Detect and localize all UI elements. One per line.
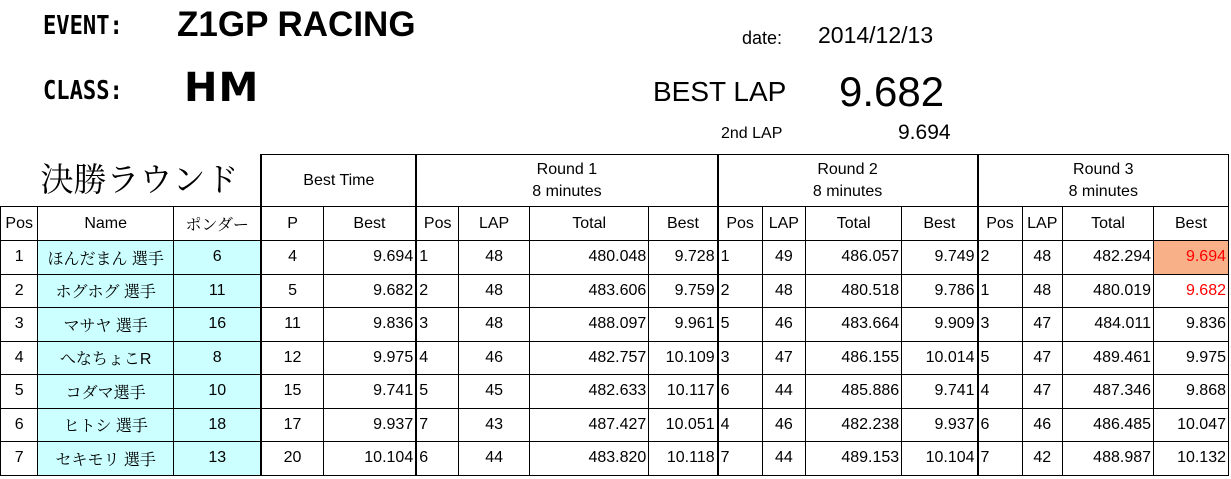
row-r1-best: 10.051: [649, 408, 718, 442]
row-r2-total: 486.057: [806, 241, 902, 275]
row-r2-best: 10.014: [902, 341, 978, 375]
row-r2-total: 485.886: [806, 375, 902, 409]
row-r2-pos: 5: [718, 308, 763, 342]
row-r2-lap: 49: [762, 241, 805, 275]
row-r2-total: 482.238: [806, 408, 902, 442]
row-r1-total: 483.606: [529, 274, 648, 308]
row-r3-best: 10.132: [1154, 442, 1229, 476]
row-p: 5: [261, 274, 323, 308]
results-body: [1, 241, 1229, 476]
round-2-duration: 8 minutes: [812, 182, 883, 200]
col-r1-pos: Pos: [416, 207, 458, 241]
row-r2-lap: 46: [762, 408, 805, 442]
row-pos: 4: [1, 341, 38, 375]
results-table: [0, 154, 1229, 476]
row-r1-lap: 46: [459, 341, 530, 375]
col-transponder: ポンダー: [173, 207, 261, 241]
round-1-header: [416, 155, 717, 207]
row-r2-lap: 44: [762, 442, 805, 476]
row-r1-pos: 5: [416, 375, 458, 409]
row-r3-pos: 1: [978, 274, 1023, 308]
row-r3-total: 484.011: [1062, 308, 1153, 342]
row-pos: 1: [1, 241, 38, 275]
row-r1-total: 483.820: [529, 442, 648, 476]
row-p: 17: [261, 408, 323, 442]
row-r2-best: 9.909: [902, 308, 978, 342]
row-name: ホグホグ 選手: [38, 274, 174, 308]
row-r3-total: 482.294: [1062, 241, 1153, 275]
row-r3-best: 9.682: [1154, 274, 1229, 308]
date-value: 2014/12/13: [818, 22, 934, 48]
row-r3-lap: 47: [1022, 308, 1062, 342]
row-best: 10.104: [323, 442, 416, 476]
row-r1-best: 9.961: [649, 308, 718, 342]
row-r2-pos: 1: [718, 241, 763, 275]
row-r3-pos: 2: [978, 241, 1023, 275]
col-r3-lap: LAP: [1022, 207, 1062, 241]
row-r3-lap: 47: [1022, 341, 1062, 375]
row-r2-total: 483.664: [806, 308, 902, 342]
best-lap-value: 9.682: [839, 68, 945, 115]
row-r3-total: 486.485: [1062, 408, 1153, 442]
row-r3-lap: 48: [1022, 241, 1062, 275]
col-r1-lap: LAP: [459, 207, 530, 241]
row-r2-pos: 3: [718, 341, 763, 375]
row-r3-best: 9.975: [1154, 341, 1229, 375]
row-r3-total: 489.461: [1062, 341, 1153, 375]
row-r3-best: 10.047: [1154, 408, 1229, 442]
row-r2-total: 489.153: [806, 442, 902, 476]
row-r1-best: 10.117: [649, 375, 718, 409]
row-r3-pos: 3: [978, 308, 1023, 342]
row-r1-total: 487.427: [529, 408, 648, 442]
round-2-name: Round 2: [817, 160, 878, 178]
row-r3-lap: 46: [1022, 408, 1062, 442]
table-row: [1, 274, 1229, 308]
event-name: Z1GP RACING: [177, 5, 416, 44]
row-r3-total: 487.346: [1062, 375, 1153, 409]
row-p: 4: [261, 241, 323, 275]
row-p: 11: [261, 308, 323, 342]
round-2-header: [718, 155, 978, 207]
row-best: 9.937: [323, 408, 416, 442]
row-pos: 5: [1, 375, 38, 409]
row-r2-total: 480.518: [806, 274, 902, 308]
row-r1-total: 482.633: [529, 375, 648, 409]
col-p: P: [261, 207, 323, 241]
row-r2-best: 9.937: [902, 408, 978, 442]
table-row: [1, 341, 1229, 375]
column-header-row: [1, 207, 1229, 241]
col-r3-pos: Pos: [978, 207, 1023, 241]
row-name: マサヤ 選手: [38, 308, 174, 342]
table-row: [1, 408, 1229, 442]
row-r2-lap: 46: [762, 308, 805, 342]
date-label: date:: [742, 28, 783, 48]
round-1-duration: 8 minutes: [532, 182, 602, 200]
row-pos: 3: [1, 308, 38, 342]
row-best: 9.975: [323, 341, 416, 375]
row-r1-lap: 48: [459, 308, 530, 342]
row-transponder: 8: [173, 341, 261, 375]
round-3-header: [978, 155, 1229, 207]
row-r1-pos: 6: [416, 442, 458, 476]
row-r1-pos: 7: [416, 408, 458, 442]
row-name: コダマ選手: [38, 375, 174, 409]
row-transponder: 18: [173, 408, 261, 442]
row-r3-best: 9.868: [1154, 375, 1229, 409]
row-r1-total: 488.097: [529, 308, 648, 342]
row-best: 9.682: [323, 274, 416, 308]
class-name: HM: [184, 65, 260, 111]
row-r3-best: 9.694: [1154, 241, 1229, 275]
row-transponder: 13: [173, 442, 261, 476]
row-r3-lap: 47: [1022, 375, 1062, 409]
row-r2-pos: 4: [718, 408, 763, 442]
row-r1-lap: 48: [459, 241, 530, 275]
row-r2-total: 486.155: [806, 341, 902, 375]
best-lap-label: BEST LAP: [653, 76, 787, 107]
row-pos: 2: [1, 274, 38, 308]
row-r2-pos: 2: [718, 274, 763, 308]
col-r1-best: Best: [649, 207, 718, 241]
row-transponder: 11: [173, 274, 261, 308]
row-pos: 6: [1, 408, 38, 442]
row-name: へなちょこR: [38, 341, 174, 375]
row-p: 12: [261, 341, 323, 375]
row-r3-pos: 6: [978, 408, 1023, 442]
col-r1-total: Total: [529, 207, 648, 241]
row-name: ほんだまん 選手: [38, 241, 174, 275]
row-r3-pos: 5: [978, 341, 1023, 375]
col-r2-best: Best: [902, 207, 978, 241]
col-r2-lap: LAP: [762, 207, 805, 241]
row-r2-lap: 44: [762, 375, 805, 409]
col-r2-pos: Pos: [718, 207, 763, 241]
row-r2-best: 9.786: [902, 274, 978, 308]
row-r3-lap: 48: [1022, 274, 1062, 308]
row-name: ヒトシ 選手: [38, 408, 174, 442]
row-r3-pos: 4: [978, 375, 1023, 409]
table-row: [1, 375, 1229, 409]
row-transponder: 10: [173, 375, 261, 409]
row-best: 9.741: [323, 375, 416, 409]
row-r1-total: 480.048: [529, 241, 648, 275]
row-r2-best: 10.104: [902, 442, 978, 476]
row-r1-lap: 43: [459, 408, 530, 442]
round-1-name: Round 1: [536, 160, 598, 178]
row-r2-pos: 6: [718, 375, 763, 409]
row-best: 9.694: [323, 241, 416, 275]
table-row: [1, 308, 1229, 342]
row-p: 15: [261, 375, 323, 409]
row-r1-pos: 4: [416, 341, 458, 375]
row-r3-total: 480.019: [1062, 274, 1153, 308]
row-r3-total: 488.987: [1062, 442, 1153, 476]
row-best: 9.836: [323, 308, 416, 342]
col-pos: Pos: [1, 207, 38, 241]
row-p: 20: [261, 442, 323, 476]
group-header-row: [1, 155, 1229, 207]
col-r2-total: Total: [806, 207, 902, 241]
row-r2-pos: 7: [718, 442, 763, 476]
row-r1-pos: 1: [416, 241, 458, 275]
col-r3-best: Best: [1154, 207, 1229, 241]
row-r2-best: 9.741: [902, 375, 978, 409]
row-r1-best: 10.118: [649, 442, 718, 476]
row-transponder: 16: [173, 308, 261, 342]
row-r1-lap: 45: [459, 375, 530, 409]
table-title: 決勝ラウンド: [1, 155, 262, 207]
row-r3-pos: 7: [978, 442, 1023, 476]
round-3-duration: 8 minutes: [1068, 182, 1138, 200]
col-r3-total: Total: [1062, 207, 1153, 241]
row-r2-lap: 48: [762, 274, 805, 308]
row-r1-lap: 44: [459, 442, 530, 476]
table-row: [1, 442, 1229, 476]
event-label: EVENT:: [43, 11, 123, 41]
row-r2-best: 9.749: [902, 241, 978, 275]
second-lap-label: 2nd LAP: [721, 125, 783, 142]
row-r1-total: 482.757: [529, 341, 648, 375]
row-name: セキモリ 選手: [38, 442, 174, 476]
row-r1-pos: 3: [416, 308, 458, 342]
row-r3-best: 9.836: [1154, 308, 1229, 342]
class-label: CLASS:: [43, 76, 123, 106]
col-name: Name: [38, 207, 174, 241]
best-time-header: Best Time: [261, 155, 416, 207]
row-r1-best: 9.759: [649, 274, 718, 308]
row-r1-lap: 48: [459, 274, 530, 308]
round-3-name: Round 3: [1073, 160, 1134, 178]
col-best: Best: [323, 207, 416, 241]
row-r1-best: 9.728: [649, 241, 718, 275]
row-r2-lap: 47: [762, 341, 805, 375]
row-r1-pos: 2: [416, 274, 458, 308]
row-r1-best: 10.109: [649, 341, 718, 375]
second-lap-value: 9.694: [898, 121, 951, 144]
table-row: [1, 241, 1229, 275]
row-pos: 7: [1, 442, 38, 476]
row-transponder: 6: [173, 241, 261, 275]
row-r3-lap: 42: [1022, 442, 1062, 476]
